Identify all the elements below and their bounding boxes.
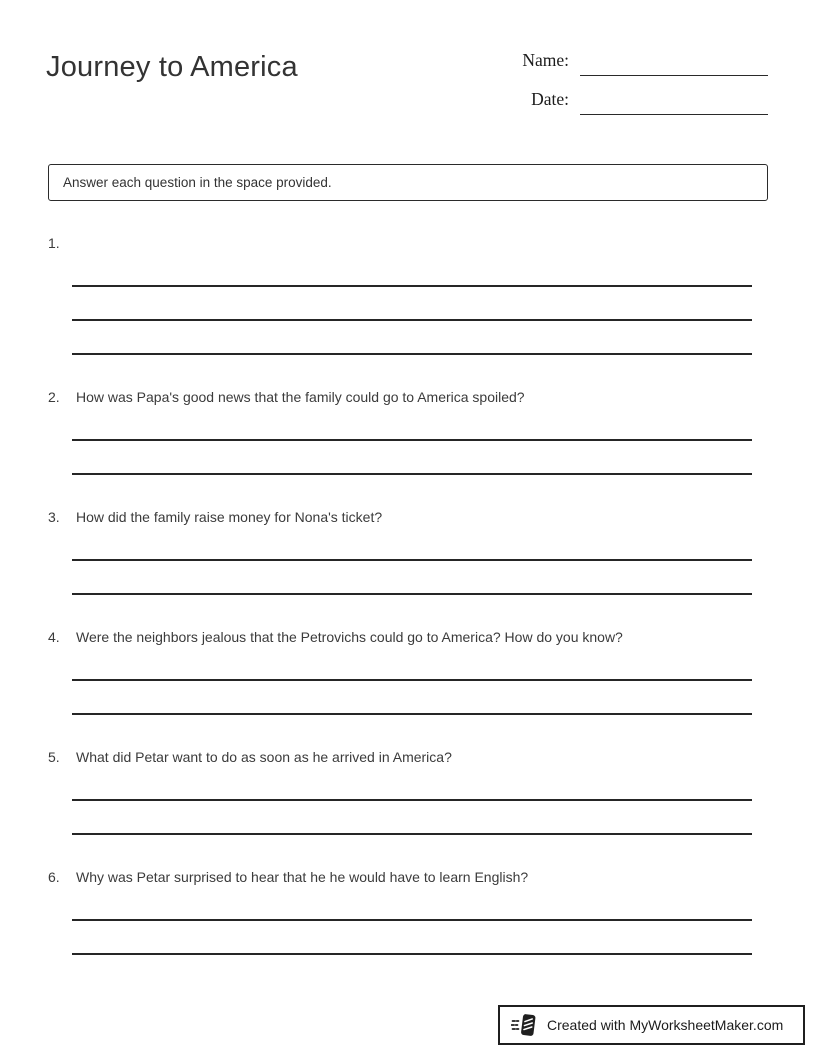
answer-line [72,321,752,355]
question-block [48,628,768,715]
question-block [48,508,768,595]
answer-line [72,253,752,287]
question-row [48,234,768,253]
footer-credit-badge [498,1005,805,1045]
answer-line [72,681,752,715]
answer-line [72,801,752,835]
question-block [48,868,768,955]
footer-credit-text: Created with MyWorksheetMaker.com [547,1017,784,1033]
date-label: Date: [531,89,569,109]
answer-lines [72,767,752,835]
question-row [48,628,768,647]
question-row [48,868,768,887]
answer-line [72,527,752,561]
answer-line [72,407,752,441]
answer-lines [72,407,752,475]
header-fields [522,50,768,128]
answer-lines [72,647,752,715]
question-block [48,234,768,355]
question-number: 5. [48,749,60,765]
flying-worksheet-icon [511,1011,538,1039]
question-number: 2. [48,389,60,405]
question-row [48,748,768,767]
name-field-row [522,50,768,76]
instructions-text: Answer each question in the space provided. [63,175,332,190]
question-text [76,234,768,253]
question-text: How was Papa's good news that the family could go to America spoiled? [76,389,525,405]
question-row [48,508,768,527]
name-label: Name: [522,50,569,70]
question-text: Why was Petar surprised to hear that he he would have to learn English? [76,869,529,885]
name-blank-line [580,50,768,76]
question-row [48,388,768,407]
answer-line [72,441,752,475]
answer-lines [72,527,752,595]
question-block [48,748,768,835]
question-number: 1. [48,235,60,251]
page-title: Journey to America [46,51,298,83]
instructions-box [48,164,768,201]
question-text: How did the family raise money for Nona's ticket? [76,509,383,525]
date-blank-line [580,89,768,115]
date-field-row [522,89,768,115]
question-number: 4. [48,629,60,645]
answer-lines [72,887,752,955]
question-text: What did Petar want to do as soon as he arrived in America? [76,749,452,765]
questions-list [48,234,768,988]
answer-line [72,887,752,921]
question-number: 6. [48,869,60,885]
answer-line [72,921,752,955]
answer-line [72,561,752,595]
question-text: Were the neighbors jealous that the Petrovichs could go to America? How do you know? [76,629,623,645]
answer-lines [72,253,752,355]
answer-line [72,647,752,681]
answer-line [72,287,752,321]
question-block [48,388,768,475]
answer-line [72,767,752,801]
question-number: 3. [48,509,60,525]
